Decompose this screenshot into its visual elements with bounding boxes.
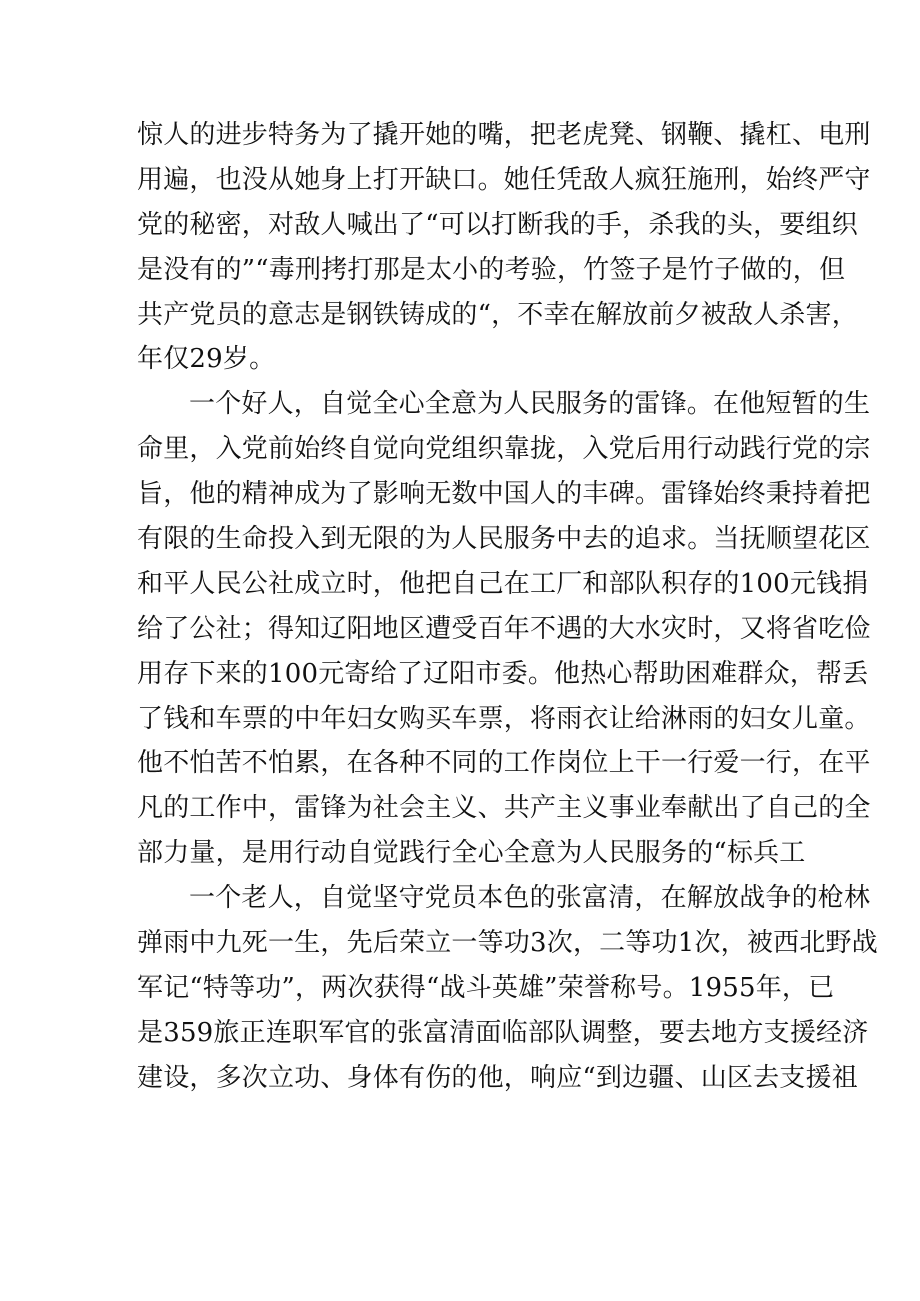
text-line: 了钱和车票的中年妇女购买车票，将雨衣让给淋雨的妇女儿童。	[137, 703, 871, 734]
paragraph-2	[137, 382, 871, 876]
text-line: 军记“特等功”，两次获得“战斗英雄”荣誉称号。1955年，已	[137, 972, 835, 1003]
text-line: 他不怕苦不怕累，在各种不同的工作岗位上干一行爱一行，在平	[137, 748, 871, 779]
text-line: 党的秘密，对敌人喊出了“可以打断我的手，杀我的头，要组织	[137, 209, 858, 240]
text-line: 用存下来的100元寄给了辽阳市委。他热心帮助困难群众，帮丢	[137, 658, 869, 689]
text-line-first: 一个老人，自觉坚守党员本色的张富清，在解放战争的枪林	[189, 883, 871, 914]
text-line: 共产党员的意志是钢铁铸成的“，不幸在解放前夕被敌人杀害，	[137, 299, 858, 330]
text-line: 是359旅正连职军官的张富清面临部队调整，要去地方支援经济	[137, 1017, 869, 1048]
text-line: 弹雨中九死一生，先后荣立一等功3次，二等功1次，被西北野战	[137, 928, 878, 959]
document-body	[137, 113, 878, 1101]
text-line: 年仅29岁。	[137, 344, 276, 375]
text-line: 旨，他的精神成为了影响无数中国人的丰碑。雷锋始终秉持着把	[137, 479, 871, 510]
text-line: 和平人民公社成立时，他把自己在工厂和部队积存的100元钱捐	[137, 568, 869, 599]
text-line-first: 一个好人，自觉全心全意为人民服务的雷锋。在他短暂的生	[189, 389, 871, 420]
text-line: 凡的工作中，雷锋为社会主义、共产主义事业奉献出了自己的全	[137, 793, 871, 824]
text-line: 有限的生命投入到无限的为人民服务中去的追求。当抚顺望花区	[137, 524, 871, 555]
paragraph-1	[137, 113, 871, 382]
text-line: 命里，入党前始终自觉向党组织靠拢，入党后用行动践行党的宗	[137, 434, 871, 465]
text-line: 建设，多次立功、身体有伤的他，响应“到边疆、山区去支援祖	[137, 1062, 858, 1093]
text-line: 给了公社；得知辽阳地区遭受百年不遇的大水灾时，又将省吃俭	[137, 613, 871, 644]
text-line: 惊人的进步特务为了撬开她的嘴，把老虎凳、钢鞭、撬杠、电刑	[137, 120, 871, 150]
text-line: 是没有的”“毒刑拷打那是太小的考验，竹签子是竹子做的，但	[137, 254, 846, 285]
paragraph-3	[137, 876, 878, 1100]
text-line: 部力量，是用行动自觉践行全心全意为人民服务的“标兵工	[137, 838, 806, 869]
text-line: 用遍，也没从她身上打开缺口。她任凭敌人疯狂施刑，始终严守	[137, 164, 871, 195]
